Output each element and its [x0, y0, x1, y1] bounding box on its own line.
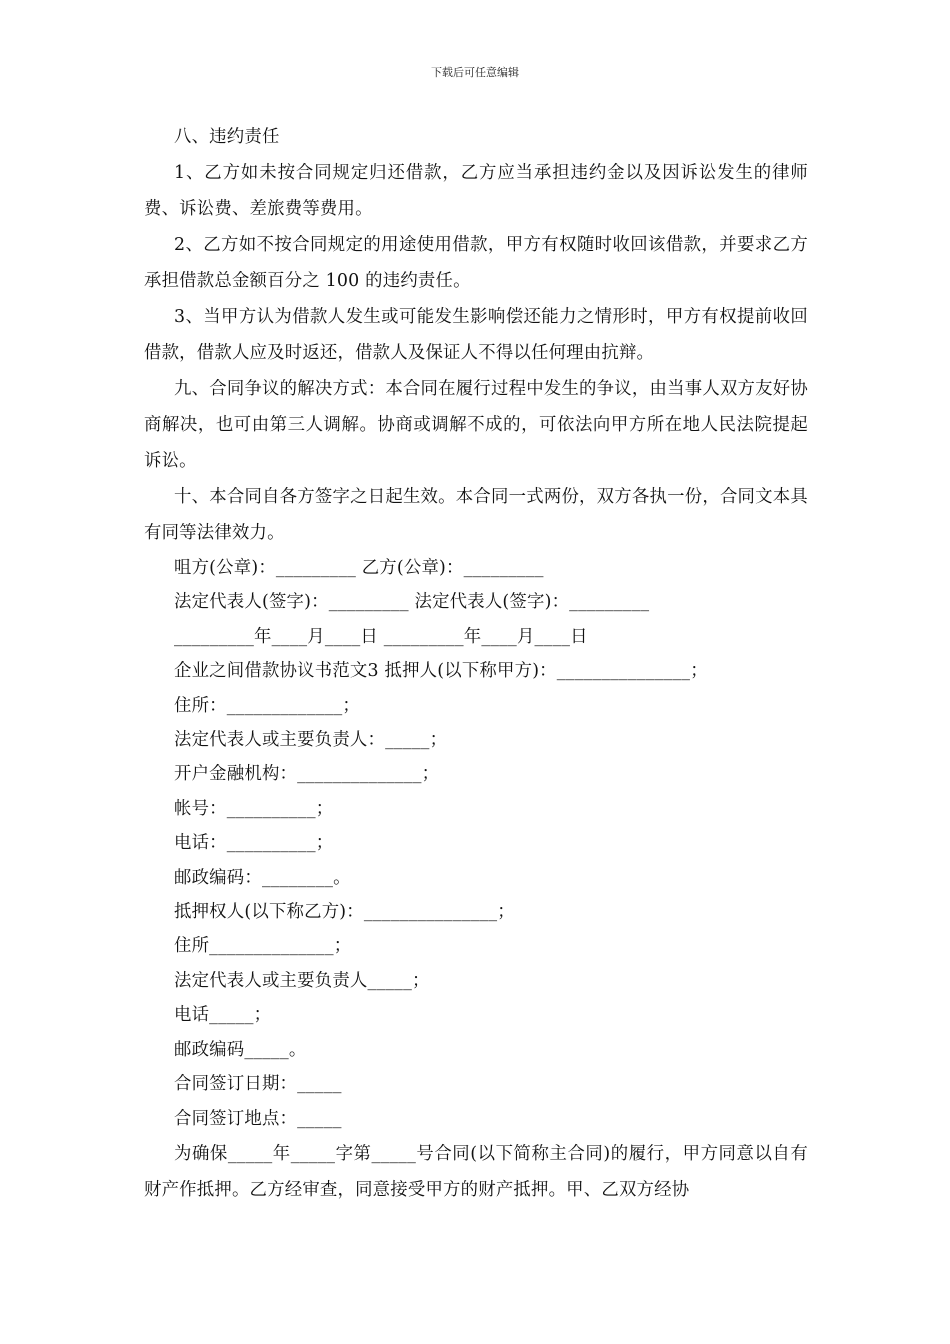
clause-paragraph: 1、乙方如未按合同规定归还借款，乙方应当承担违约金以及因诉讼发生的律师费、诉讼费、差旅费等费用。 [144, 163, 808, 219]
page-header: 下载后可任意编辑 [431, 66, 519, 79]
form-line: 帐号：__________； [174, 798, 334, 819]
form-line: 电话_____； [174, 1005, 272, 1026]
form-line: 合同签订地点：_____ [174, 1108, 342, 1129]
clause-paragraph: 十、本合同自各方签字之日起生效。本合同一式两份，双方各执一份，合同文本具有同等法律效力。 [144, 487, 808, 543]
form-line: 开户金融机构：______________； [174, 764, 440, 785]
clause-paragraph: 2、乙方如不按合同规定的用途使用借款，甲方有权随时收回该借款，并要求乙方承担借款总金额百分之 100 的违约责任。 [144, 235, 808, 291]
signature-line: 法定代表人(签字)：_________ 法定代表人(签字)：_________ [174, 592, 650, 613]
form-line: 法定代表人或主要负责人：_____； [174, 730, 448, 751]
document-body [144, 119, 808, 1208]
form-line: 企业之间借款协议书范文3 抵押人(以下称甲方)：_______________； [174, 661, 708, 682]
section-heading-breach: 八、违约责任 [174, 127, 280, 147]
clause-paragraph: 为确保_____年_____字第_____号合同(以下简称主合同)的履行，甲方同意以自有财产作抵押。乙方经审查，同意接受甲方的财产抵押。甲、乙双方经协 [144, 1143, 808, 1200]
signature-line: 咀方(公章)：_________ 乙方(公章)：_________ [174, 558, 544, 578]
form-line: 电话：__________； [174, 833, 334, 854]
form-line: 邮政编码_____。 [174, 1039, 307, 1060]
date-line: _________年____月____日 _________年____月____日 [174, 626, 588, 647]
form-line: 法定代表人或主要负责人_____； [174, 970, 430, 991]
clause-paragraph: 3、当甲方认为借款人发生或可能发生影响偿还能力之情形时，甲方有权提前收回借款，借款人应及时返还，借款人及保证人不得以任何理由抗辩。 [144, 307, 808, 363]
form-line: 住所______________； [174, 936, 352, 957]
form-line: 合同签订日期：_____ [174, 1074, 342, 1095]
clause-paragraph: 九、合同争议的解决方式：本合同在履行过程中发生的争议，由当事人双方友好协商解决，也可由第三人调解。协商或调解不成的，可依法向甲方所在地人民法院提起诉讼。 [144, 379, 808, 471]
form-line: 抵押权人(以下称乙方)：_______________； [174, 902, 515, 923]
form-line: 住所：_____________； [174, 695, 361, 716]
form-line: 邮政编码：________。 [174, 867, 351, 888]
